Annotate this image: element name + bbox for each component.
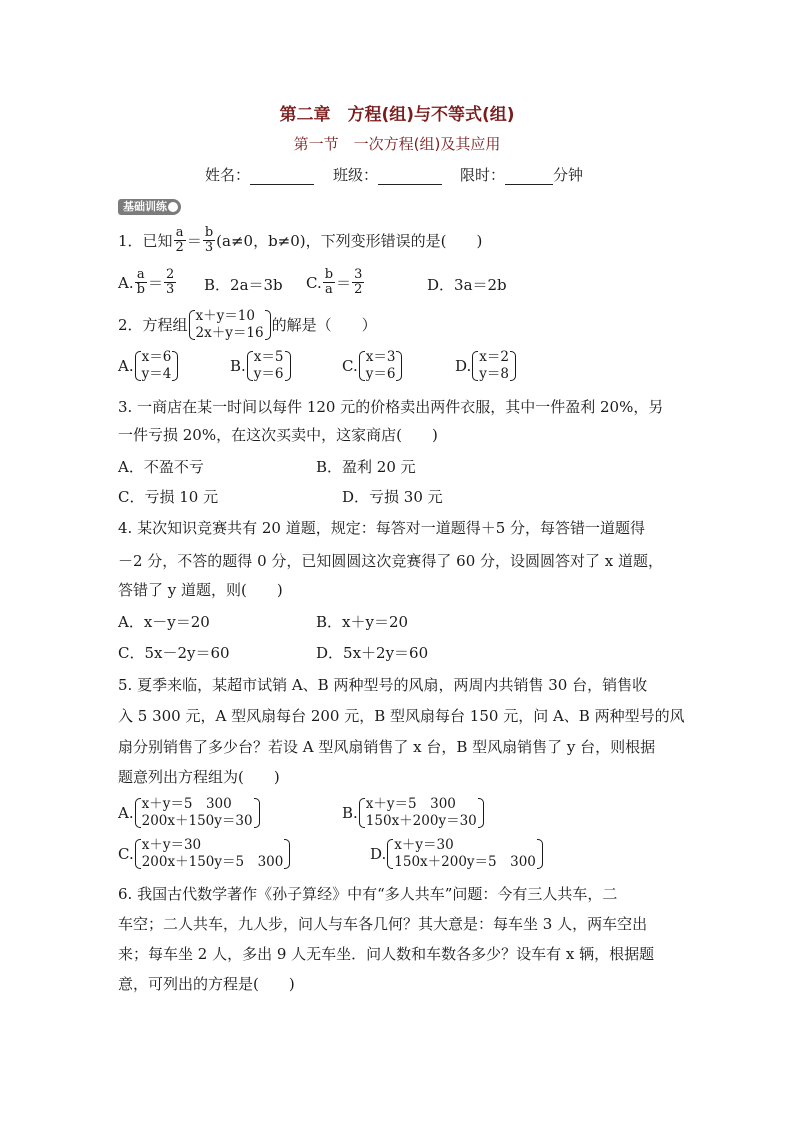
q3-option-b[interactable]: B．盈利 20 元 xyxy=(316,458,416,476)
q6-line-2: 车空；二人共车，九人步，问人与车各几何？其大意是：每车坐 3 人，两车空出 xyxy=(118,915,648,933)
q6-line-4: 意，可列出的方程是( ) xyxy=(118,975,295,993)
q2-option-d[interactable]: D. x＝2 y＝8 xyxy=(455,349,517,383)
time-unit: 分钟 xyxy=(553,166,584,184)
q4-option-c[interactable]: C．5x－2y＝60 xyxy=(118,644,230,662)
q5-line-1: 5. 夏季来临，某超市试销 A、B 两种型号的风扇，两周内共销售 30 台，销售收 xyxy=(118,676,648,694)
q5-option-b[interactable]: B. x＋y＝5 300 150x＋200y＝30 xyxy=(342,796,485,830)
q4-line-1: 4. 某次知识竞赛共有 20 道题，规定：每答对一道题得＋5 分，每答错一道题得 xyxy=(118,519,646,537)
q3-option-c[interactable]: C．亏损 10 元 xyxy=(118,488,219,506)
section-title: 第一节 一次方程(组)及其应用 xyxy=(293,135,501,153)
q4-option-d[interactable]: D．5x＋2y＝60 xyxy=(316,644,429,662)
time-label: 限时： xyxy=(460,166,506,184)
q3-line-2: 一件亏损 20%，在这次买卖中，这家商店( ) xyxy=(118,426,438,444)
q5-option-a[interactable]: A. x＋y＝5 300 200x＋150y＝30 xyxy=(118,796,261,830)
name-blank[interactable] xyxy=(250,168,314,185)
q6-line-1: 6. 我国古代数学著作《孙子算经》中有“多人共车”问题：今有三人共车，二 xyxy=(118,885,618,903)
q1-option-b[interactable]: B．2a＝3b xyxy=(204,276,283,294)
name-label: 姓名： xyxy=(205,166,251,184)
q2-system: x＋y＝10 2x＋y＝16 xyxy=(188,308,272,342)
time-blank[interactable] xyxy=(505,168,553,185)
q1-suffix: (a≠0，b≠0)，下列变形错误的是( ) xyxy=(216,231,483,250)
q6-line-3: 来；每车坐 2 人，多出 9 人无车坐．问人数和车数各多少？设车有 x 辆，根据题 xyxy=(118,945,655,963)
q2-option-a[interactable]: A. x＝6 y＝4 xyxy=(118,349,179,383)
q1-option-d[interactable]: D．3a＝2b xyxy=(427,276,507,294)
time-field xyxy=(460,164,583,185)
q5-line-2: 入 5 300 元，A 型风扇每台 200 元，B 型风扇每台 150 元，问 A、B 两种型号的风 xyxy=(118,707,685,725)
q2-stem: 2．方程组 x＋y＝10 2x＋y＝16 的解是（ ） xyxy=(118,308,377,341)
q3-option-a[interactable]: A．不盈不亏 xyxy=(118,458,204,476)
class-label: 班级： xyxy=(333,166,379,184)
q4-option-b[interactable]: B．x＋y＝20 xyxy=(316,613,409,631)
q5-option-d[interactable]: D. x＋y＝30 150x＋200y＝5 300 xyxy=(370,837,544,871)
q1-fraction-a: $\frac{a}{2}$ xyxy=(175,225,184,255)
chapter-title: 第二章 方程(组)与不等式(组) xyxy=(279,105,515,125)
class-blank[interactable] xyxy=(378,168,442,185)
q1-fraction-b: $\frac{b}{3}$ xyxy=(204,225,214,255)
q2-option-b[interactable]: B. x＝5 y＝6 xyxy=(230,349,292,383)
q4-option-a[interactable]: A．x－y＝20 xyxy=(118,613,210,631)
q4-line-3: 答错了 y 道题，则( ) xyxy=(118,581,283,599)
q3-line-1: 3. 一商店在某一时间以每件 120 元的价格卖出两件衣服，其中一件盈利 20%，另 xyxy=(118,398,664,416)
q1-option-c[interactable]: C. $\frac{b}{a}$ ＝ $\frac{3}{2}$ xyxy=(306,267,363,297)
name-field xyxy=(205,164,314,185)
q3-option-d[interactable]: D．亏损 30 元 xyxy=(342,488,443,506)
q1-prefix: 1．已知 xyxy=(118,231,173,250)
q2-option-c[interactable]: C. x＝3 y＝6 xyxy=(342,349,403,383)
q1-stem: 1．已知 $\frac{a}{2}$ ＝ $\frac{b}{3}$ (a≠0，b≠0)，下列变形错误的是( ) xyxy=(118,225,483,255)
badge-label: 基础训练 xyxy=(123,200,167,213)
q5-line-4: 题意列出方程组为( ) xyxy=(118,768,280,786)
q5-line-3: 扇分别销售了多少台？若设 A 型风扇销售了 x 台，B 型风扇销售了 y 台，则根据 xyxy=(118,738,656,756)
q5-option-c[interactable]: C. x＋y＝30 200x＋150y＝5 300 xyxy=(118,837,291,871)
class-field xyxy=(333,164,442,185)
section-badge xyxy=(118,199,181,215)
badge-dot-icon xyxy=(168,202,178,212)
q1-option-a[interactable]: A. $\frac{a}{b}$ ＝ $\frac{2}{3}$ xyxy=(118,267,175,297)
q4-line-2: －2 分，不答的题得 0 分，已知圆圆这次竞赛得了 60 分，设圆圆答对了 x 道题， xyxy=(118,552,664,570)
